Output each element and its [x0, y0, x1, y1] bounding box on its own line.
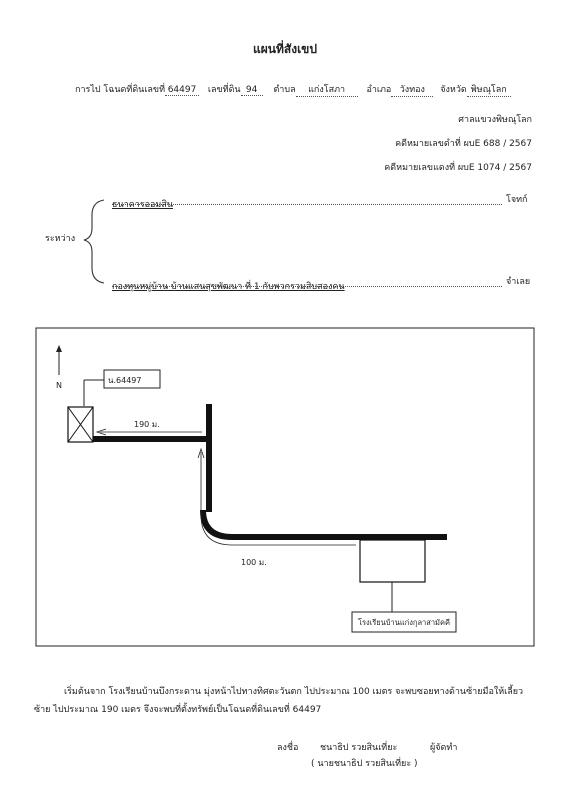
- school-label: โรงเรียนบ้านแก่งกุลาสามัคคี: [357, 618, 451, 627]
- red-case-number: คดีหมายเลขแดงที่ ผบE 1074 / 2567: [384, 163, 532, 173]
- brace-shape: [84, 200, 104, 283]
- signer-printed-name: ( นายชนาธิป รวยสินเที่ยะ ): [311, 759, 418, 769]
- land-label: เลขที่ดิน: [207, 85, 241, 95]
- signer-role: ผู้จัดทำ: [430, 743, 458, 753]
- district-value: วังทอง: [391, 82, 433, 97]
- signer-name: ชนาธิป รวยสินเที่ยะ: [320, 743, 398, 753]
- province-label: จังหวัด: [440, 85, 467, 95]
- distance-100-label: 100 ม.: [241, 558, 267, 567]
- route-description: เริ่มต้นจาก โรงเรียนบ้านบึงกระดาน มุ่งหน้าไปทางทิศตะวันตก ไปประมาณ 100 เมตร จะพบซอยทางด้านซ้ายมือให้เลี้ยวซ้าย ไปประมาณ 190 เมตร จึงจะพบที่ตั้งทรัพย์เป็นโฉนดที่ดินเลขที่ 64497: [34, 687, 524, 715]
- plaintiff-name: ธนาคารออมสิน: [112, 200, 173, 210]
- deed-number: 64497: [165, 85, 199, 96]
- between-label: ระหว่าง: [45, 234, 76, 244]
- province-value: พิษณุโลก: [467, 82, 511, 97]
- distance-190-label: 190 ม.: [134, 420, 160, 429]
- defendant-role: จำเลย: [506, 277, 531, 287]
- page-title: แผนที่สังเขป: [253, 42, 317, 56]
- deed-prefix: การไป โฉนดที่ดินเลขที่: [75, 85, 166, 95]
- north-label: N: [56, 381, 62, 390]
- plaintiff-role: โจทก์: [506, 195, 528, 205]
- road-horizontal-upper: [93, 436, 211, 442]
- black-case-number: คดีหมายเลขดำที่ ผบE 688 / 2567: [395, 139, 532, 149]
- deed-map-label: น.64497: [108, 376, 142, 385]
- signature-label: ลงชื่อ: [277, 743, 299, 753]
- subdistrict-value: แก่งโสภา: [296, 82, 358, 97]
- court-name: ศาลแขวงพิษณุโลก: [458, 115, 532, 125]
- defendant-name: กองทุนหมู่บ้าน บ้านแสนสุขพัฒนา ที่ 1 กับพวกรวมสิบสองคน: [112, 282, 345, 292]
- road-vertical: [206, 404, 212, 512]
- subdistrict-label: ตำบล: [273, 85, 296, 95]
- land-number: 94: [241, 85, 263, 96]
- school-box: [360, 540, 425, 582]
- district-label: อำเภอ: [366, 85, 392, 95]
